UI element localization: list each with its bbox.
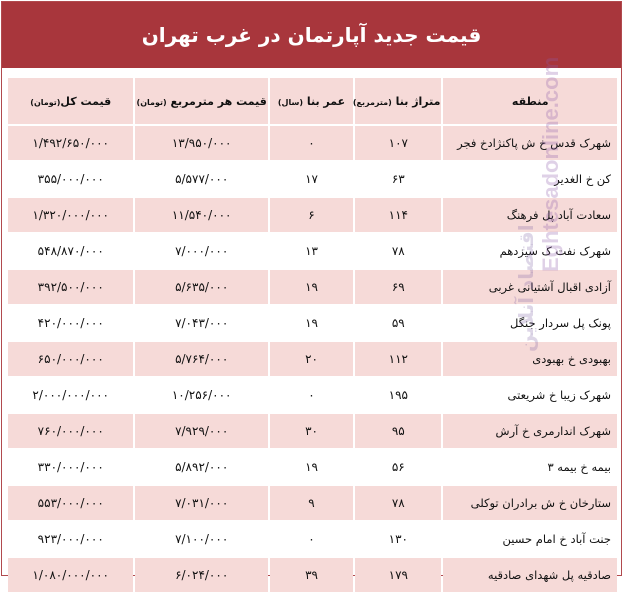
cell-price-per-meter: ۵/۵۷۷/۰۰۰ (135, 162, 267, 196)
cell-total-price: ۷۶۰/۰۰۰/۰۰۰ (8, 414, 133, 448)
header-ppm-label: قیمت هر مترمربع (170, 94, 267, 108)
header-total-label: قیمت کل (60, 94, 112, 108)
cell-total-price: ۳۳۰/۰۰۰/۰۰۰ (8, 450, 133, 484)
watermark-text: Eghtesadonline.com (538, 56, 563, 272)
cell-age: ۹ (270, 486, 353, 520)
cell-age: ۱۹ (270, 306, 353, 340)
cell-age: ۱۷ (270, 162, 353, 196)
header-row (8, 78, 617, 124)
cell-total-price: ۳۹۲/۵۰۰/۰۰۰ (8, 270, 133, 304)
cell-area: ۵۶ (355, 450, 441, 484)
cell-price-per-meter: ۷/۹۲۹/۰۰۰ (135, 414, 267, 448)
cell-total-price: ۱/۴۹۲/۶۵۰/۰۰۰ (8, 126, 133, 160)
cell-region: آزادی اقبال آشتیانی غربی (443, 270, 617, 304)
cell-region: پونک پل سردار جنگل (443, 306, 617, 340)
apartment-price-table (6, 76, 619, 594)
header-area (352, 78, 441, 124)
cell-price-per-meter: ۶/۰۲۴/۰۰۰ (135, 558, 267, 592)
table-row (8, 270, 617, 304)
cell-region: بیمه خ بیمه ۳ (443, 450, 617, 484)
cell-area: ۱۹۵ (355, 378, 441, 412)
cell-total-price: ۱/۳۲۰/۰۰۰/۰۰۰ (8, 198, 133, 232)
cell-total-price: ۹۲۳/۰۰۰/۰۰۰ (8, 522, 133, 556)
cell-age: ۱۹ (270, 450, 353, 484)
header-region (443, 78, 617, 124)
cell-region: شهرک نفت ک سیزدهم (443, 234, 617, 268)
watermark-subtext: اقتصاد آنلاین (514, 224, 538, 352)
cell-price-per-meter: ۱۱/۵۴۰/۰۰۰ (135, 198, 267, 232)
table-row (8, 414, 617, 448)
cell-area: ۵۹ (355, 306, 441, 340)
cell-region: شهرک اندارمری خ آرش (443, 414, 617, 448)
cell-age: ۰ (270, 522, 353, 556)
cell-age: ۱۳ (270, 234, 353, 268)
table-row (8, 234, 617, 268)
cell-total-price: ۴۲۰/۰۰۰/۰۰۰ (8, 306, 133, 340)
cell-age: ۳۰ (270, 414, 353, 448)
cell-area: ۷۸ (355, 486, 441, 520)
cell-area: ۱۱۲ (355, 342, 441, 376)
cell-price-per-meter: ۷/۰۳۱/۰۰۰ (135, 486, 267, 520)
cell-age: ۶ (270, 198, 353, 232)
header-ppm-unit: (تومان) (136, 97, 167, 107)
cell-price-per-meter: ۷/۱۰۰/۰۰۰ (135, 522, 267, 556)
header-age-unit: (سال) (277, 97, 303, 107)
cell-age: ۱۹ (270, 270, 353, 304)
cell-age: ۲۰ (270, 342, 353, 376)
cell-price-per-meter: ۵/۷۶۴/۰۰۰ (135, 342, 267, 376)
cell-price-per-meter: ۱۳/۹۵۰/۰۰۰ (135, 126, 267, 160)
table-row (8, 558, 617, 592)
header-price-per-meter (135, 78, 267, 124)
table-row (8, 486, 617, 520)
table-row (8, 306, 617, 340)
table-title: قیمت جدید آپارتمان در غرب تهران (2, 2, 621, 68)
cell-price-per-meter: ۵/۸۹۲/۰۰۰ (135, 450, 267, 484)
cell-price-per-meter: ۷/۰۴۳/۰۰۰ (135, 306, 267, 340)
table-row (8, 342, 617, 376)
table-row (8, 522, 617, 556)
cell-region: شهرک زیبا خ شریعتی (443, 378, 617, 412)
price-table-card (1, 1, 622, 582)
cell-region: صادقیه پل شهدای صادقیه (443, 558, 617, 592)
cell-price-per-meter: ۵/۶۳۵/۰۰۰ (135, 270, 267, 304)
cell-price-per-meter: ۷/۰۰۰/۰۰۰ (135, 234, 267, 268)
cell-region: بهبودی خ بهبودی (443, 342, 617, 376)
header-area-unit: (مترمربع) (352, 97, 392, 107)
cell-region: ستارخان خ ش برادران توکلی (443, 486, 617, 520)
header-age-label: عمر بنا (306, 94, 346, 108)
cell-area: ۱۷۹ (355, 558, 441, 592)
cell-region: شهرک قدس خ ش پاکنژادخ فجر (443, 126, 617, 160)
cell-area: ۷۸ (355, 234, 441, 268)
cell-total-price: ۳۵۵/۰۰۰/۰۰۰ (8, 162, 133, 196)
cell-total-price: ۱/۰۸۰/۰۰۰/۰۰۰ (8, 558, 133, 592)
cell-total-price: ۵۴۸/۸۷۰/۰۰۰ (8, 234, 133, 268)
cell-total-price: ۵۵۳/۰۰۰/۰۰۰ (8, 486, 133, 520)
table-row (8, 378, 617, 412)
cell-age: ۳۹ (270, 558, 353, 592)
cell-area: ۱۰۷ (355, 126, 441, 160)
cell-area: ۱۳۰ (355, 522, 441, 556)
table-container (6, 76, 619, 582)
header-area-label: متراژ بنا (395, 94, 441, 108)
cell-total-price: ۶۵۰/۰۰۰/۰۰۰ (8, 342, 133, 376)
header-age (270, 78, 353, 124)
cell-region: سعادت آباد پل فرهنگ (443, 198, 617, 232)
header-total-price (8, 78, 133, 124)
header-region-label: منطقه (511, 94, 549, 108)
cell-region: جنت آباد خ امام حسین (443, 522, 617, 556)
cell-age: ۰ (270, 126, 353, 160)
cell-age: ۰ (270, 378, 353, 412)
cell-area: ۶۹ (355, 270, 441, 304)
cell-price-per-meter: ۱۰/۲۵۶/۰۰۰ (135, 378, 267, 412)
table-row (8, 450, 617, 484)
cell-area: ۶۳ (355, 162, 441, 196)
cell-total-price: ۲/۰۰۰/۰۰۰/۰۰۰ (8, 378, 133, 412)
cell-area: ۹۵ (355, 414, 441, 448)
cell-area: ۱۱۴ (355, 198, 441, 232)
table-row (8, 162, 617, 196)
table-row (8, 126, 617, 160)
table-row (8, 198, 617, 232)
cell-region: کن خ الغدیر (443, 162, 617, 196)
header-total-unit: (تومان) (30, 97, 61, 107)
